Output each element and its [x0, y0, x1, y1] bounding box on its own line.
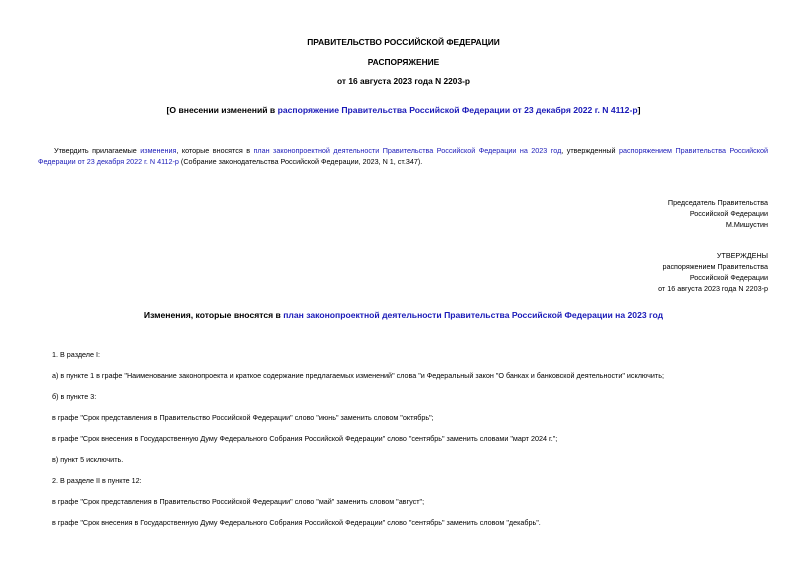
document-date-heading: от 16 августа 2023 года N 2203-р — [336, 76, 471, 86]
list-item: в графе "Срок внесения в Государственную Думу Федерального Собрания Российской Федерации" слово "сентябрь" заменить словом "декабрь". — [52, 518, 541, 527]
list-item: в графе "Срок внесения в Государственную Думу Федерального Собрания Российской Федерации" слово "сентябрь" заменить словами "март 2024 г."; — [52, 434, 558, 443]
list-item: б) в пункте 3: — [52, 392, 97, 401]
list-item: в графе "Срок представления в Правительство Российской Федерации" слово "июнь" заменить словом "октябрь"; — [52, 413, 434, 422]
main-paragraph — [38, 145, 768, 167]
list-item: 1. В разделе I: — [52, 350, 100, 359]
document-type-heading: РАСПОРЯЖЕНИЕ — [367, 57, 440, 67]
signature-line-1: Председатель Правительства — [667, 198, 768, 207]
document-title-prefix: [О внесении изменений в — [166, 105, 278, 115]
document-title-suffix: ] — [637, 105, 641, 115]
changes-title-link[interactable]: план законопроектной деятельности Правительства Российской Федерации на 2023 год — [283, 310, 664, 320]
document-title — [0, 105, 807, 116]
list-item: 2. В разделе II в пункте 12: — [52, 476, 142, 485]
signature-line-2: Российской Федерации — [689, 209, 768, 218]
list-item: в графе "Срок представления в Правительство Российской Федерации" слово "май" заменить словом "август"; — [52, 497, 425, 506]
government-heading: ПРАВИТЕЛЬСТВО РОССИЙСКОЙ ФЕДЕРАЦИИ — [307, 37, 500, 47]
list-item: в) пункт 5 исключить. — [52, 455, 124, 464]
approval-line-1: УТВЕРЖДЕНЫ — [716, 251, 768, 260]
approval-block — [658, 250, 768, 294]
approval-line-3: Российской Федерации — [689, 273, 768, 282]
changes-title — [0, 310, 807, 321]
main-paragraph-text-2: , которые вносятся в — [176, 146, 254, 155]
main-paragraph-text-1: Утвердить прилагаемые — [54, 146, 141, 155]
signature-line-3: М.Мишустин — [725, 220, 768, 229]
changes-link[interactable]: изменения — [140, 146, 177, 155]
main-paragraph-text-3: , утвержденный — [561, 146, 619, 155]
list-item: а) в пункте 1 в графе "Наименование законопроекта и краткое содержание предлагаемых изменений" слова "и Федеральный закон "О банках и банковской деятельности" исключить; — [52, 371, 664, 380]
plan-link[interactable]: план законопроектной деятельности Правительства Российской Федерации на 2023 год — [253, 146, 562, 155]
changes-title-prefix: Изменения, которые вносятся в — [143, 310, 284, 320]
approval-line-2: распоряжением Правительства — [662, 262, 768, 271]
signature-block — [668, 197, 768, 230]
main-paragraph-text-4: (Собрание законодательства Российской Федерации, 2023, N 1, ст.347). — [178, 157, 423, 166]
approval-line-4: от 16 августа 2023 года N 2203-р — [658, 284, 768, 293]
document-title-link[interactable]: распоряжение Правительства Российской Федерации от 23 декабря 2022 г. N 4112-р — [277, 105, 638, 115]
order-link[interactable]: распоряжением Правительства Российской Федерации от 23 декабря 2022 г. N 4112-р — [38, 146, 769, 166]
